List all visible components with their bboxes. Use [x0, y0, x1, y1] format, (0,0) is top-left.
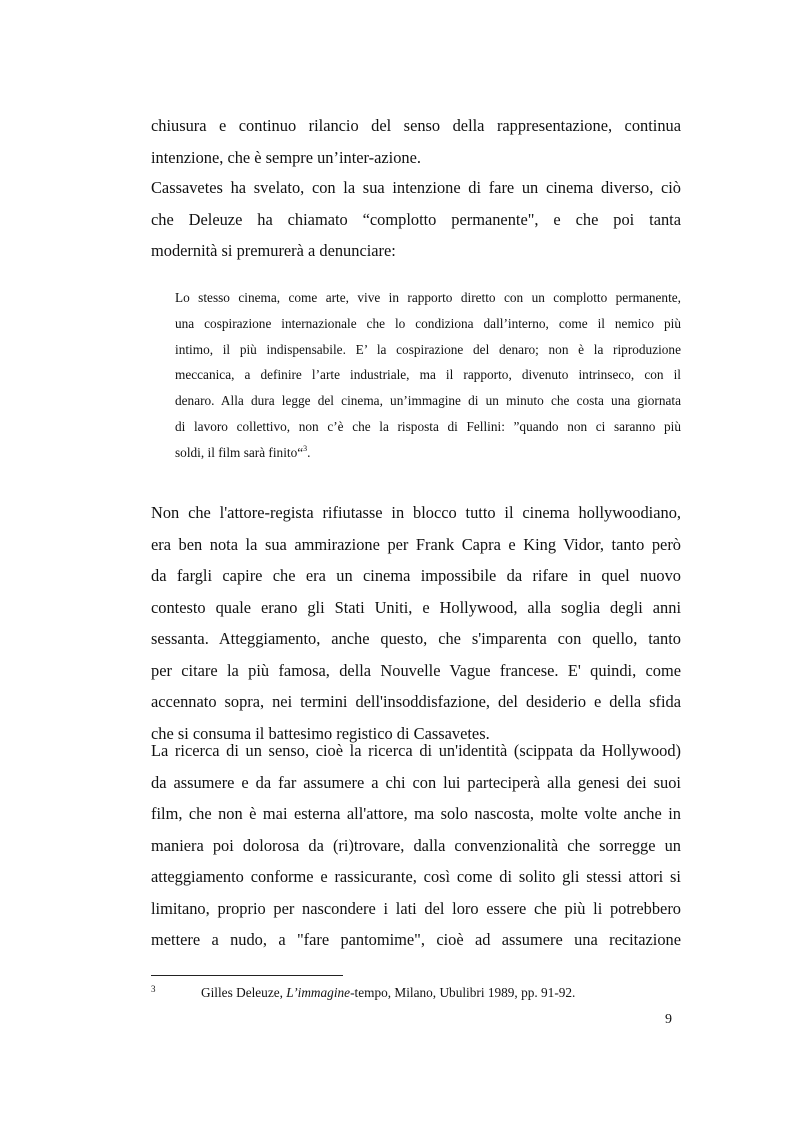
paragraph-4	[151, 735, 681, 956]
footnote-reference: 3	[303, 443, 308, 453]
footnote-author: Gilles Deleuze,	[201, 985, 287, 1000]
text-line: Cassavetes ha svelato, con la sua intenzione di fare un cinema diverso, ciò	[151, 178, 681, 197]
footnote-title: L’immagine	[286, 985, 351, 1000]
quote-line: soldi, il film sarà finito“	[175, 444, 304, 460]
text-line: che Deleuze ha chiamato “complotto permanente", e che poi tanta	[151, 209, 681, 229]
paragraph-1	[151, 110, 681, 173]
text-line: da assumere e da far assumere a chi con lui parteciperà alla genesi dei suoi	[151, 772, 681, 792]
quote-line: denaro. Alla dura legge del cinema, un’immagine di un minuto che costa una giornata	[175, 393, 681, 409]
quote-line: intimo, il più indispensabile. E’ la cospirazione del denaro; non è la riproduzione	[175, 341, 681, 357]
text-line: che si consuma il battesimo registico di Cassavetes.	[151, 723, 490, 743]
text-line: intenzione, che è sempre un’inter-azione.	[151, 147, 421, 167]
quote-end-punctuation: .	[307, 444, 311, 460]
text-line: mettere a nudo, a "fare pantomime", cioè ad assumere una recitazione	[151, 930, 681, 949]
text-line: limitano, proprio per nascondere i lati del loro essere che più li potrebbero	[151, 898, 681, 918]
text-line: accennato sopra, nei termini dell'insoddisfazione, del desiderio e della sfida	[151, 692, 681, 711]
footnote-text	[201, 985, 575, 1001]
quote-line: di lavoro collettivo, non c’è che la risposta di Fellini: ”quando non ci saranno più	[175, 418, 681, 434]
footnote-separator	[151, 975, 343, 976]
quote-line: una cospirazione internazionale che lo condiziona dall’interno, come il nemico più	[175, 315, 681, 331]
footnote-rest: -tempo, Milano, Ubulibri 1989, pp. 91-92.	[350, 985, 576, 1000]
footnote-number: 3	[151, 984, 156, 994]
text-line: maniera poi dolorosa da (ri)trovare, dalla convenzionalità che sorregge un	[151, 835, 681, 855]
quote-line-last	[175, 440, 681, 466]
text-line: per citare la più famosa, della Nouvelle Vague francese. E' quindi, come	[151, 660, 681, 680]
text-line: film, che non è mai esterna all'attore, ma solo nascosta, molte volte anche in	[151, 804, 681, 823]
text-line: contesto quale erano gli Stati Uniti, e Hollywood, alla soglia degli anni	[151, 597, 681, 617]
paragraph-3	[151, 497, 681, 749]
text-line: sessanta. Atteggiamento, anche questo, che s'imparenta con quello, tanto	[151, 629, 681, 648]
text-line: chiusura e continuo rilancio del senso della rappresentazione, continua	[151, 116, 681, 135]
text-line: atteggiamento conforme e rassicurante, così come di solito gli stessi attori si	[151, 867, 681, 886]
paragraph-2	[151, 172, 681, 267]
text-line: Non che l'attore-regista rifiutasse in blocco tutto il cinema hollywoodiano,	[151, 503, 681, 522]
text-line: era ben nota la sua ammirazione per Frank Capra e King Vidor, tanto però	[151, 534, 681, 554]
page-number: 9	[665, 1012, 672, 1027]
text-line: modernità si premurerà a denunciare:	[151, 241, 396, 260]
quote-line: meccanica, a definire l’arte industriale, ma il rapporto, divenuto intrinseco, con il	[175, 367, 681, 383]
quote-line: Lo stesso cinema, come arte, vive in rapporto diretto con un complotto permanente,	[175, 290, 681, 305]
text-line: La ricerca di un senso, cioè la ricerca di un'identità (scippata da Hollywood)	[151, 741, 681, 760]
text-line: da fargli capire che era un cinema impossibile da rifare in quel nuovo	[151, 566, 681, 585]
block-quote	[175, 285, 681, 466]
